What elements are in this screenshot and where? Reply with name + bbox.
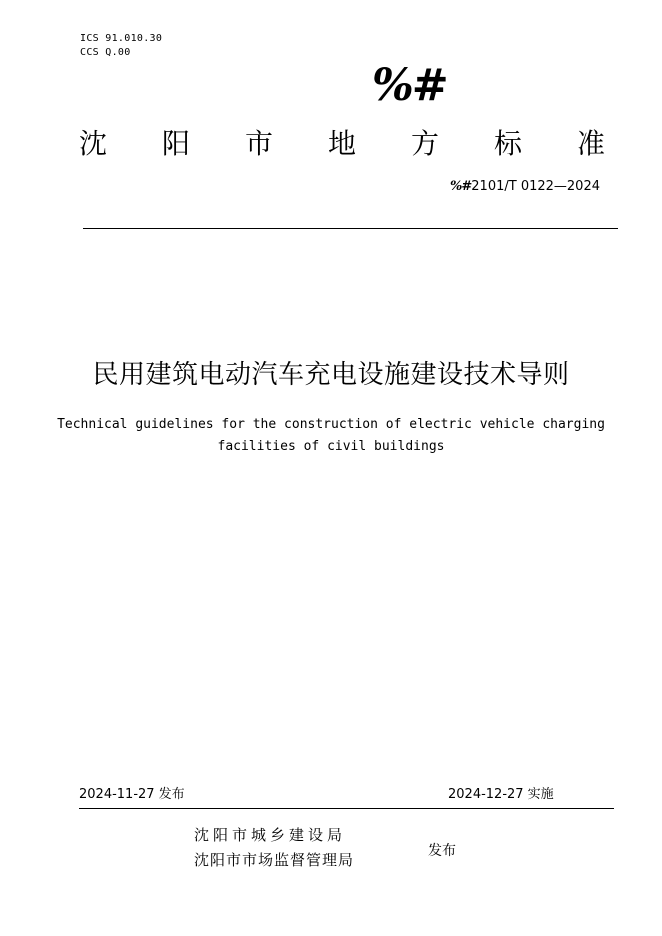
top-divider [83,228,618,229]
bottom-divider [79,808,614,809]
english-title [40,414,622,458]
title-char: 标 [493,127,522,160]
implementation-date: 2024-12-27 实施 [448,787,554,802]
title-char: 市 [244,127,273,160]
issue-date: 2024-11-27 发布 [79,787,185,802]
issuer-name: 沈阳市城乡建设局 [194,826,347,844]
document-title: 民用建筑电动汽车充电设施建设技术导则 [92,360,570,390]
ccs-code: CCS Q.00 [80,47,131,58]
publish-label: 发布 [428,843,456,859]
title-char: 阳 [161,127,190,160]
english-title-line: facilities of civil buildings [217,439,445,454]
ics-code: ICS 91.010.30 [80,33,163,44]
english-title-line: Technical guidelines for the construction of electric vehicle charging [57,417,605,432]
standard-number [450,179,600,194]
issuer-name: 沈阳市市场监督管理局 [194,851,355,869]
standard-code-prefix: %# [450,179,472,194]
title-char: 沈 [78,127,107,160]
standard-type-title [62,124,622,164]
title-char: 方 [410,127,439,160]
title-char: 准 [576,127,605,160]
standard-logo: %# [372,60,447,111]
standard-code-number: 2101/T 0122—2024 [471,179,600,194]
title-char: 地 [327,127,356,160]
